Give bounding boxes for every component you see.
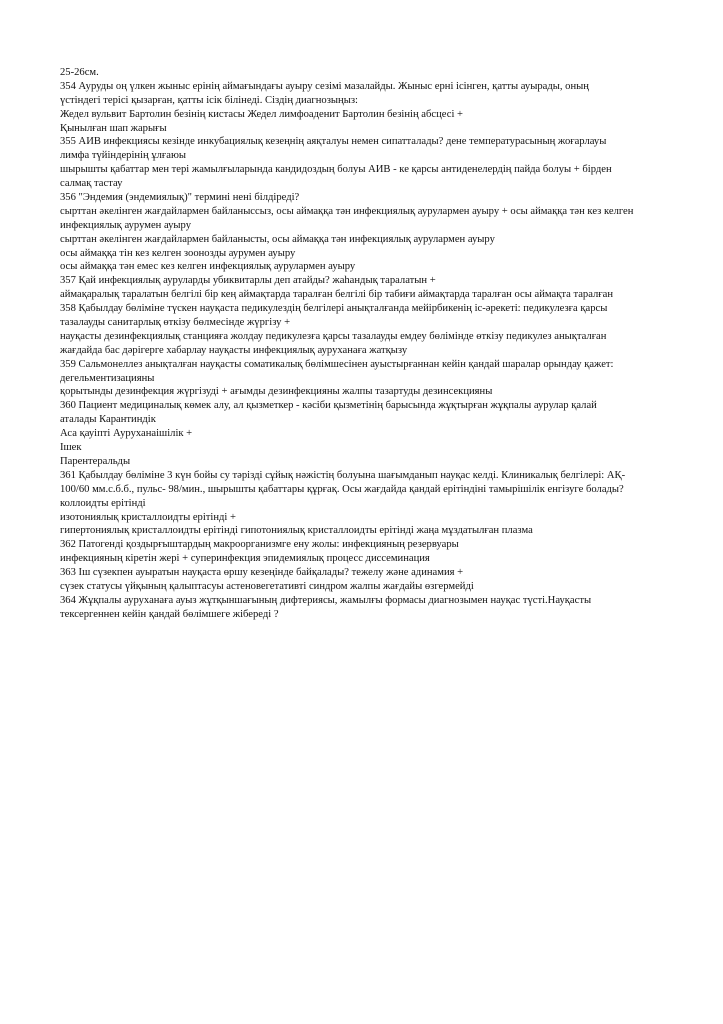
answer-line: науқасты дезинфекциялық станцияға жолдау педикулезға қарсы тазалауды емдеу бөлімінде өткізу педикулез анықталған [60,330,607,342]
answer-line: осы аймаққа тін кез келген зоонозды аурумен ауыру [60,247,296,259]
question-355-line: 355 АИВ инфекциясы кезінде инкубациялық кезеңнің аяқталуы немен сипатталады? дене температурасының жоғарлауы [60,136,607,148]
answer-line: Аса қауіпті Ауруханаішілік + [60,428,193,440]
question-358-line: 358 Қабылдау бөліміне түскен науқаста педикулездің белгілері анықталғанда мейірбикенің іс-әрекеті: педикулезға қарсы [60,303,608,315]
answer-line: дегельментизацияны [60,372,155,384]
document-page [60,66,660,622]
answer-line: Ішек [60,442,82,454]
question-363-line: 363 Іш сүзекпен ауыратын науқаста өршу кезеңінде байқалады? тежелу және адинамия + [60,567,464,579]
question-354-line: 354 Ауруды оң үлкен жыныс ерінің аймағындағы ауыру сезімі мазалайды. Жыныс ерні ісінген, қатты ауырады, оның [60,80,589,92]
answer-line: сырттан әкелінген жағдайлармен байланыссыз, осы аймаққа тән инфекциялық аурулармен ауыру + осы аймаққа тән кез келген [60,205,634,217]
question-360-line: 360 Пациент медициналық көмек алу, ал қызметкер - кәсіби қызметінің барысында жұқтырған жұқпалы аурулар қалай [60,400,597,412]
text-line: тексергеннен кейін қандай бөлімшеге жібереді ? [60,608,279,620]
answer-line: гипертониялық кристаллоидты ерітінді гипотониялық кристаллоидты ерітінді жаңа мұздатылған плазма [60,525,533,537]
answer-line: шырышты қабаттар мен тері жамылғыларында кандидоздың болуы АИВ - ке қарсы антиденелердің пайда болуы + бірден [60,164,612,176]
answer-line: Қынылған шап жарығы [60,122,167,134]
answer-line: аталады Карантиндік [60,414,156,426]
answer-line: инфекцияның кіретін жері + суперинфекция эпидемиялық процесс диссеминация [60,553,430,565]
answer-line: салмақ тастау [60,178,123,190]
answer-line: жағдайда бас дәрігерге хабарлау науқасты инфекциялық ауруханаға жатқызу [60,344,408,356]
answer-line: Жедел вульвит Бартолин безінің кистасы Жедел лимфоаденит Бартолин безінің абсцесі + [60,108,464,120]
answer-line: сырттан әкелінген жағдайлармен байланысты, осы аймаққа тән инфекциялық аурулармен ауыру [60,233,495,245]
question-362-line: 362 Патогенді қоздырғыштардың макроорганизмге ену жолы: инфекцияның резервуары [60,539,459,551]
question-356-line: 356 "Эндемия (эндемиялық)" терминi нені білдіреді? [60,192,300,204]
text-line: 100/60 мм.с.б.б., пульс- 98/мин., шырышты қабаттары құрғақ. Осы жағдайда қандай ерітіндіні тамырішілік енгізуге болады? [60,483,624,495]
answer-line: сүзек статусы үйқының қалыптасуы астеновегетативті синдром жалпы жағдайы өзгермейді [60,580,474,592]
text-line: үстіндегі терісі қызарған, қатты ісік біліне​ді. Сіздің диагнозыңыз: [60,94,358,106]
question-364-line: 364 Жұқпалы ауруханаға ауыз жұтқыншағының дифтериясы, жамылғы формасы диагнозымен науқас түсті.Науқасты [60,594,592,606]
answer-line: осы аймаққа тән емес кез келген инфекциялық аурулармен ауыру [60,261,356,273]
answer-line: тазалауды санитарлық өткізу бөлмесінде жүргізу + [60,317,291,329]
text-line: 25-26см. [60,67,99,78]
answer-line: коллоидты ерітінді [60,497,146,509]
question-361-line: 361 Қабылдау бөлiмiне 3 күн бойы су тәрiздi сұйық нәжiстiң болуына шағымданып науқас келдi. Клиникалық белгiлерi: АҚ- [60,469,626,481]
answer-line: инфекциялық аурумен ауыру [60,219,191,231]
answer-line: изотониялық кристаллоидты ерітінді + [60,511,236,523]
question-357-line: 357 Қай инфекциялық ауруларды убиквитарлы деп атайды? жаһандық таралатын + [60,275,436,287]
answer-line: лимфа түйіндерінің ұлғаюы [60,150,187,162]
answer-line: қорытынды дезинфекция жүргізуді + ағымды дезинфекцияны жалпы тазартуды дезинсекцияны [60,386,493,398]
question-359-line: 359 Сальмонеллез анықталған науқасты соматикалық бөлімшесінен ауыстырғаннан кейін қандай шаралар орындау қажет: [60,358,614,370]
answer-line: аймақаралық таралатын белгілі бір кең аймақтарда таралған белгілі бір табиғи аймақтарда таралған осы аймақта таралған [60,289,614,301]
answer-line: Парентеральды [60,455,131,467]
